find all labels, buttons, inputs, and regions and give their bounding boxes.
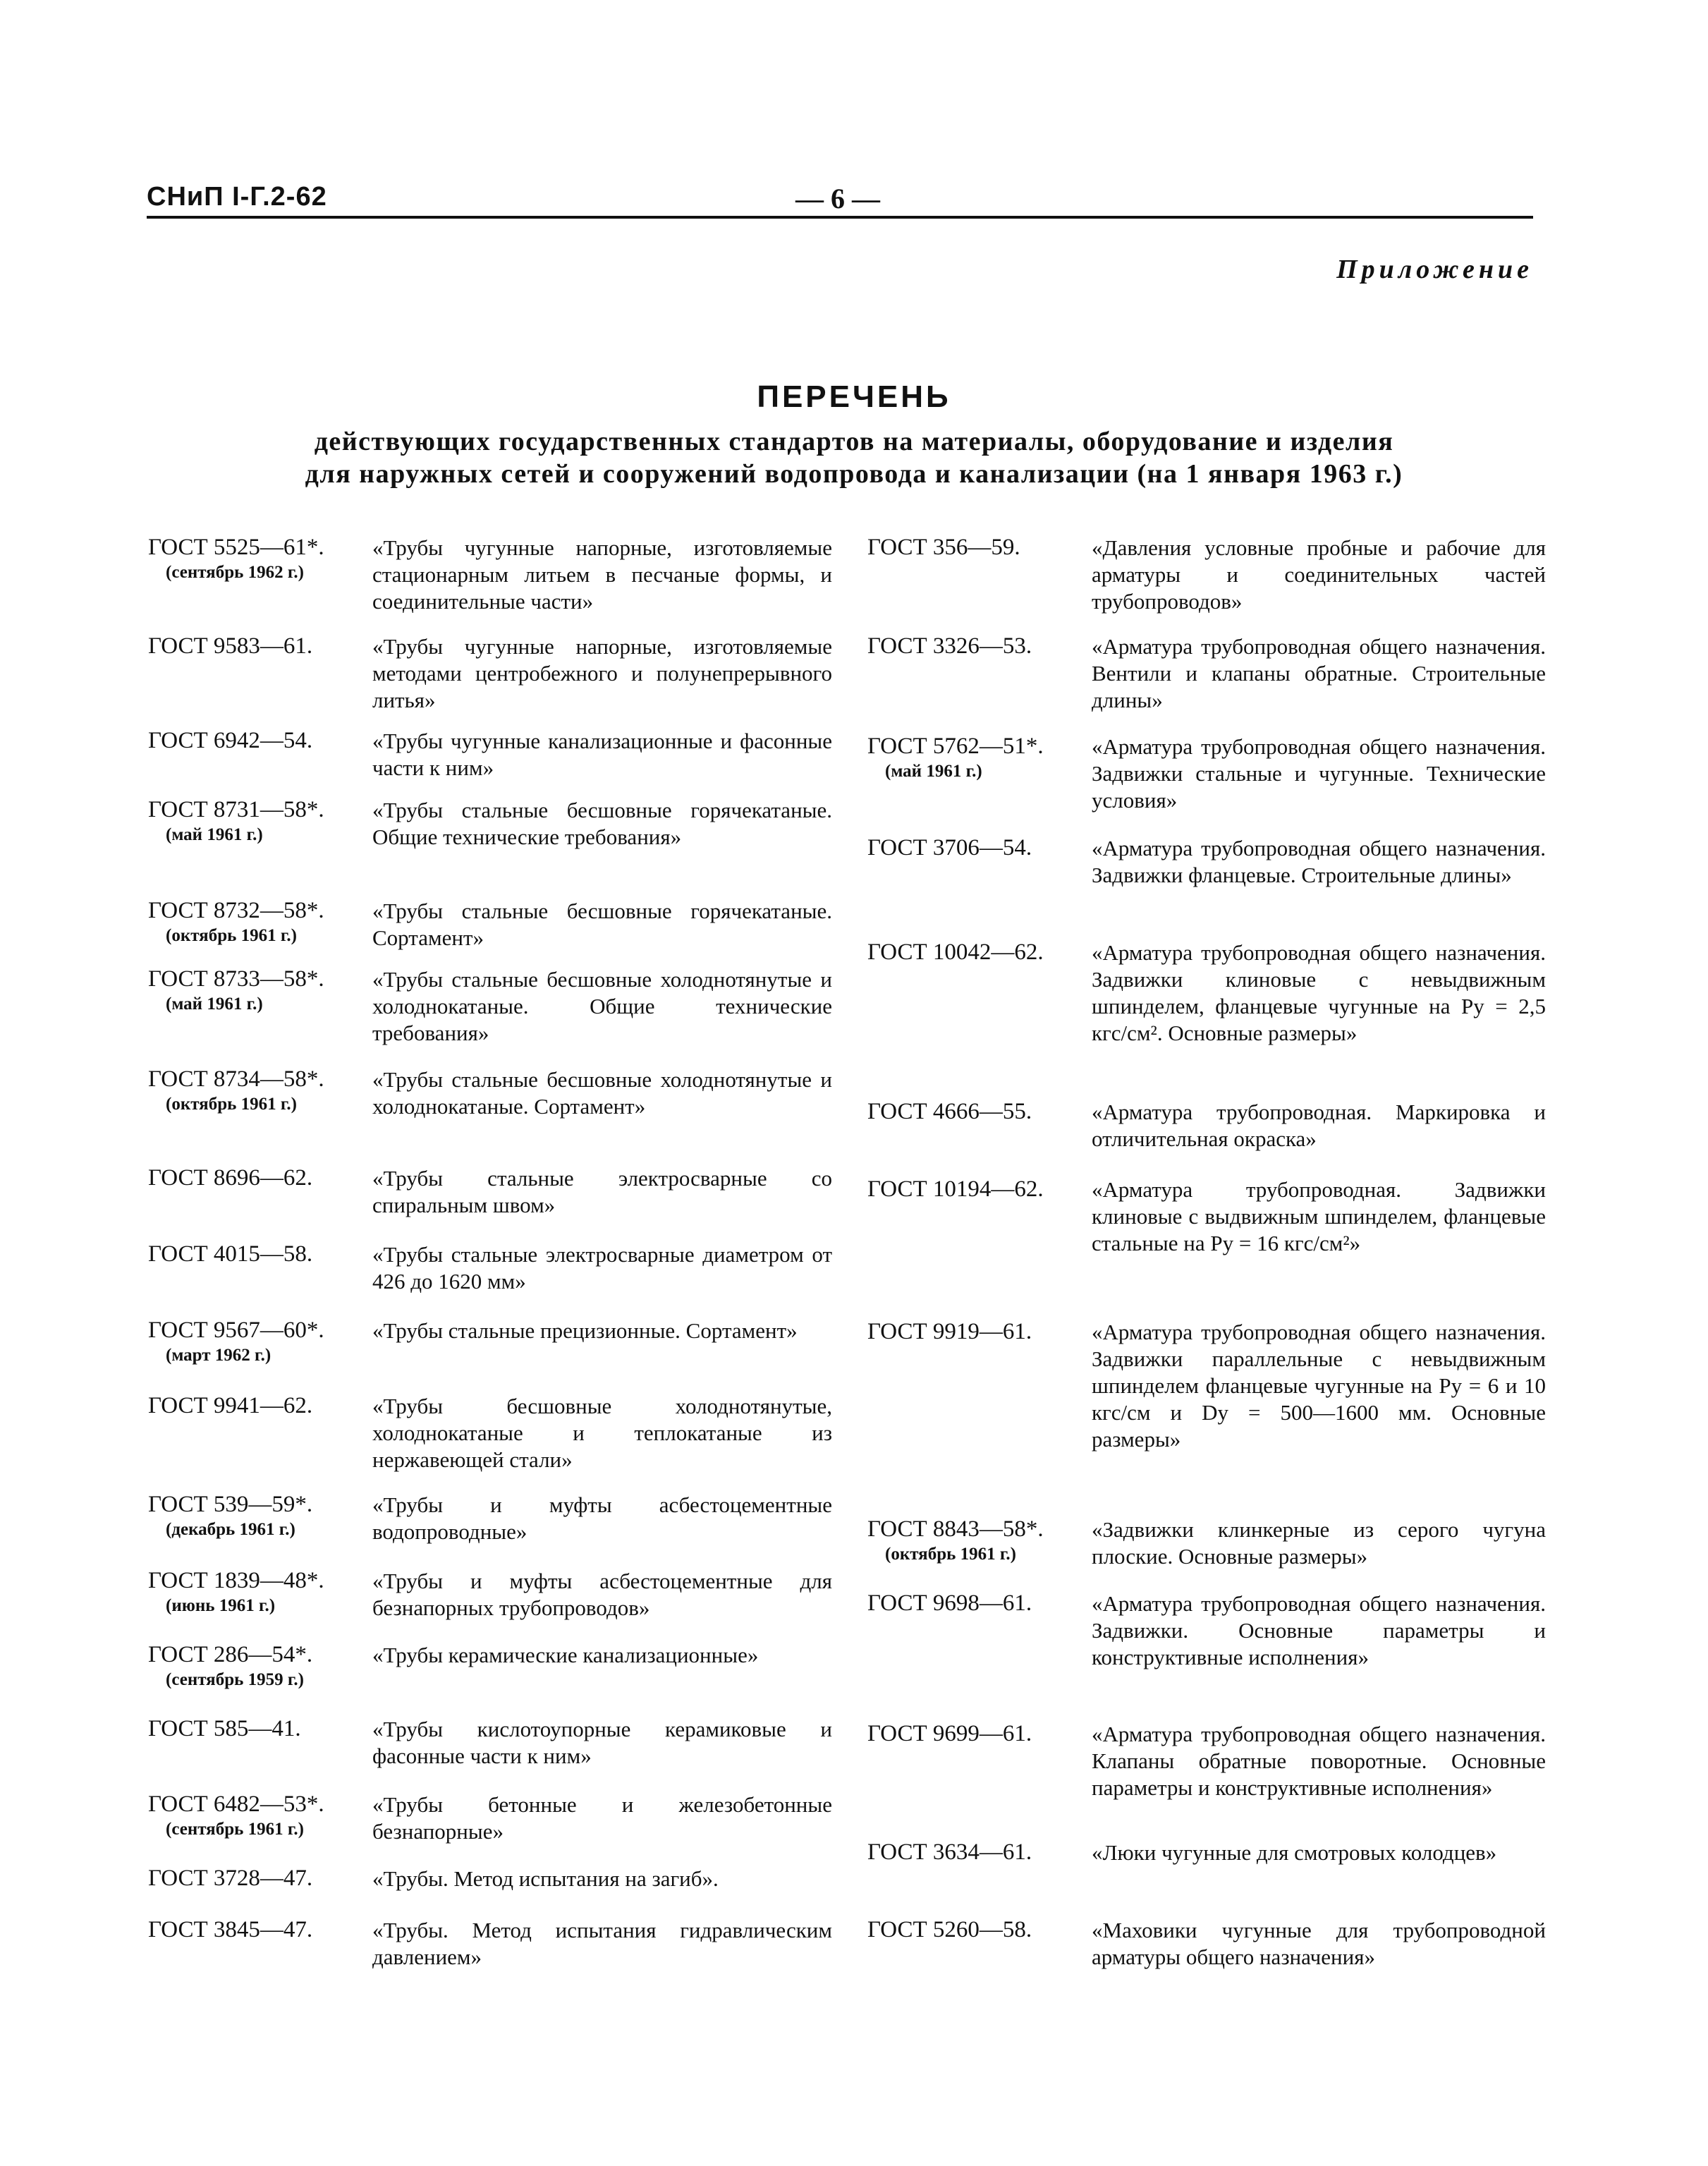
gost-code: ГОСТ 3845—47. xyxy=(148,1917,313,1942)
gost-code: ГОСТ 539—59*. xyxy=(148,1492,313,1517)
gost-description: «Трубы стальные бесшовные горячекатаные. Сортамент» xyxy=(372,899,832,950)
gost-description: «Трубы стальные бесшовные холоднотянутые и холоднокатаные. Сортамент» xyxy=(372,1067,832,1119)
gost-code: ГОСТ 6942—54. xyxy=(148,728,313,753)
gost-description: «Трубы и муфты асбестоцементные водопроводные» xyxy=(372,1492,832,1544)
gost-description: «Трубы. Метод испытания гидравлическим давлением» xyxy=(372,1918,832,1969)
header-rule xyxy=(147,216,1533,219)
subtitle-line-1: действующих государственных стандартов на материалы, оборудование и изделия xyxy=(314,427,1394,456)
gost-revision-date: (сентябрь 1959 г.) xyxy=(166,1670,304,1689)
gost-revision-date: (октябрь 1961 г.) xyxy=(885,1545,1016,1564)
gost-description: «Трубы бесшовные холоднотянутые, холоднокатаные и теплокатаные из нержавеющей стали» xyxy=(372,1394,832,1472)
gost-code: ГОСТ 286—54*. xyxy=(148,1642,313,1667)
gost-code: ГОСТ 3326—53. xyxy=(867,633,1032,659)
gost-description: «Арматура трубопроводная общего назначения. Задвижки клиновые с невыдвижным шпинделем, фланцевые чугунные на Pу = 2,5 кгс/см². Основные размеры» xyxy=(1092,940,1546,1045)
gost-code: ГОСТ 9941—62. xyxy=(148,1393,313,1418)
gost-description: «Трубы чугунные канализационные и фасонные части к ним» xyxy=(372,729,832,780)
gost-description: «Трубы стальные электросварные диаметром от 426 до 1620 мм» xyxy=(372,1242,832,1294)
gost-code: ГОСТ 8732—58*. xyxy=(148,898,324,923)
gost-code: ГОСТ 9567—60*. xyxy=(148,1318,324,1343)
gost-code: ГОСТ 6482—53*. xyxy=(148,1791,324,1817)
gost-description: «Арматура трубопроводная общего назначения. Задвижки фланцевые. Строительные длины» xyxy=(1092,836,1546,887)
gost-description: «Маховики чугунные для трубопроводной арматуры общего назначения» xyxy=(1092,1918,1546,1969)
gost-description: «Люки чугунные для смотровых колодцев» xyxy=(1092,1840,1497,1865)
gost-description: «Трубы кислотоупорные керамиковые и фасонные части к ним» xyxy=(372,1717,832,1768)
gost-code: ГОСТ 9583—61. xyxy=(148,633,313,659)
subtitle-line-2: для наружных сетей и сооружений водопровода и канализации (на 1 января 1963 г.) xyxy=(305,459,1403,489)
gost-description: «Трубы стальные бесшовные холоднотянутые и холоднокатаные. Общие технические требования» xyxy=(372,967,832,1045)
gost-code: ГОСТ 3634—61. xyxy=(867,1839,1032,1865)
gost-code: ГОСТ 9699—61. xyxy=(867,1721,1032,1746)
gost-code: ГОСТ 4015—58. xyxy=(148,1241,313,1267)
gost-revision-date: (декабрь 1961 г.) xyxy=(166,1520,295,1539)
gost-code: ГОСТ 3706—54. xyxy=(867,835,1032,860)
gost-code: ГОСТ 5525—61*. xyxy=(148,535,324,560)
gost-description: «Трубы бетонные и железобетонные безнапорные» xyxy=(372,1792,832,1844)
gost-code: ГОСТ 9919—61. xyxy=(867,1319,1032,1344)
gost-description: «Трубы и муфты асбестоцементные для безнапорных трубопроводов» xyxy=(372,1569,832,1620)
gost-code: ГОСТ 585—41. xyxy=(148,1716,301,1741)
gost-description: «Арматура трубопроводная общего назначения. Задвижки. Основные параметры и конструктивные исполнения» xyxy=(1092,1591,1546,1669)
gost-code: ГОСТ 8843—58*. xyxy=(867,1516,1044,1542)
gost-code: ГОСТ 4666—55. xyxy=(867,1099,1032,1124)
gost-code: ГОСТ 8734—58*. xyxy=(148,1066,324,1092)
gost-revision-date: (май 1961 г.) xyxy=(166,994,263,1014)
gost-revision-date: (июнь 1961 г.) xyxy=(166,1596,276,1615)
document-id: СНиП I-Г.2-62 xyxy=(147,182,327,212)
appendix-label: Приложение xyxy=(1336,255,1533,284)
gost-code: ГОСТ 1839—48*. xyxy=(148,1568,324,1593)
gost-description: «Арматура трубопроводная общего назначения. Задвижки параллельные с невыдвижным шпинделем фланцевые чугунные на Pу = 6 и 10 кгс/см и Dу = 500—1600 мм. Основные размеры» xyxy=(1092,1320,1546,1452)
gost-code: ГОСТ 10042—62. xyxy=(867,939,1044,965)
gost-revision-date: (сентябрь 1962 г.) xyxy=(166,563,304,582)
page-number: — 6 — xyxy=(795,183,880,214)
gost-revision-date: (октябрь 1961 г.) xyxy=(166,926,297,945)
gost-description: «Арматура трубопроводная общего назначения. Вентили и клапаны обратные. Строительные длины» xyxy=(1092,634,1546,712)
gost-code: ГОСТ 5260—58. xyxy=(867,1917,1032,1942)
gost-description: «Арматура трубопроводная общего назначения. Задвижки стальные и чугунные. Технические условия» xyxy=(1092,734,1546,813)
gost-code: ГОСТ 5762—51*. xyxy=(867,734,1044,759)
gost-code: ГОСТ 356—59. xyxy=(867,535,1020,560)
gost-description: «Трубы стальные электросварные со спиральным швом» xyxy=(372,1166,832,1217)
gost-description: «Трубы керамические канализационные» xyxy=(372,1643,759,1667)
gost-code: ГОСТ 8731—58*. xyxy=(148,797,324,822)
gost-description: «Арматура трубопроводная. Задвижки клиновые с выдвижным шпинделем, фланцевые стальные на Pу = 16 кгс/см²» xyxy=(1092,1177,1546,1255)
gost-revision-date: (октябрь 1961 г.) xyxy=(166,1095,297,1114)
gost-code: ГОСТ 8696—62. xyxy=(148,1165,313,1191)
gost-revision-date: (март 1962 г.) xyxy=(166,1346,272,1365)
gost-description: «Трубы чугунные напорные, изготовляемые методами центробежного и полунепрерывного литья» xyxy=(372,634,832,712)
gost-revision-date: (май 1961 г.) xyxy=(885,762,982,781)
gost-description: «Задвижки клинкерные из серого чугуна плоские. Основные размеры» xyxy=(1092,1517,1546,1569)
gost-code: ГОСТ 3728—47. xyxy=(148,1866,313,1891)
gost-description: «Арматура трубопроводная. Маркировка и отличительная окраска» xyxy=(1092,1100,1546,1151)
gost-revision-date: (сентябрь 1961 г.) xyxy=(166,1820,304,1839)
gost-code: ГОСТ 8733—58*. xyxy=(148,966,324,992)
gost-description: «Трубы стальные прецизионные. Сортамент» xyxy=(372,1318,798,1343)
gost-description: «Трубы чугунные напорные, изготовляемые стационарным литьем в песчаные формы, и соединительные части» xyxy=(372,535,832,614)
page-title: ПЕРЕЧЕНЬ xyxy=(757,379,951,414)
gost-description: «Трубы стальные бесшовные горячекатаные. Общие технические требования» xyxy=(372,798,832,849)
gost-description: «Арматура трубопроводная общего назначения. Клапаны обратные поворотные. Основные параметры и конструктивные исполнения» xyxy=(1092,1722,1546,1800)
gost-code: ГОСТ 9698—61. xyxy=(867,1590,1032,1616)
gost-description: «Давления условные пробные и рабочие для арматуры и соединительных частей трубопроводов» xyxy=(1092,535,1546,614)
gost-description: «Трубы. Метод испытания на загиб». xyxy=(372,1866,719,1891)
gost-code: ГОСТ 10194—62. xyxy=(867,1176,1044,1202)
gost-revision-date: (май 1961 г.) xyxy=(166,825,263,844)
